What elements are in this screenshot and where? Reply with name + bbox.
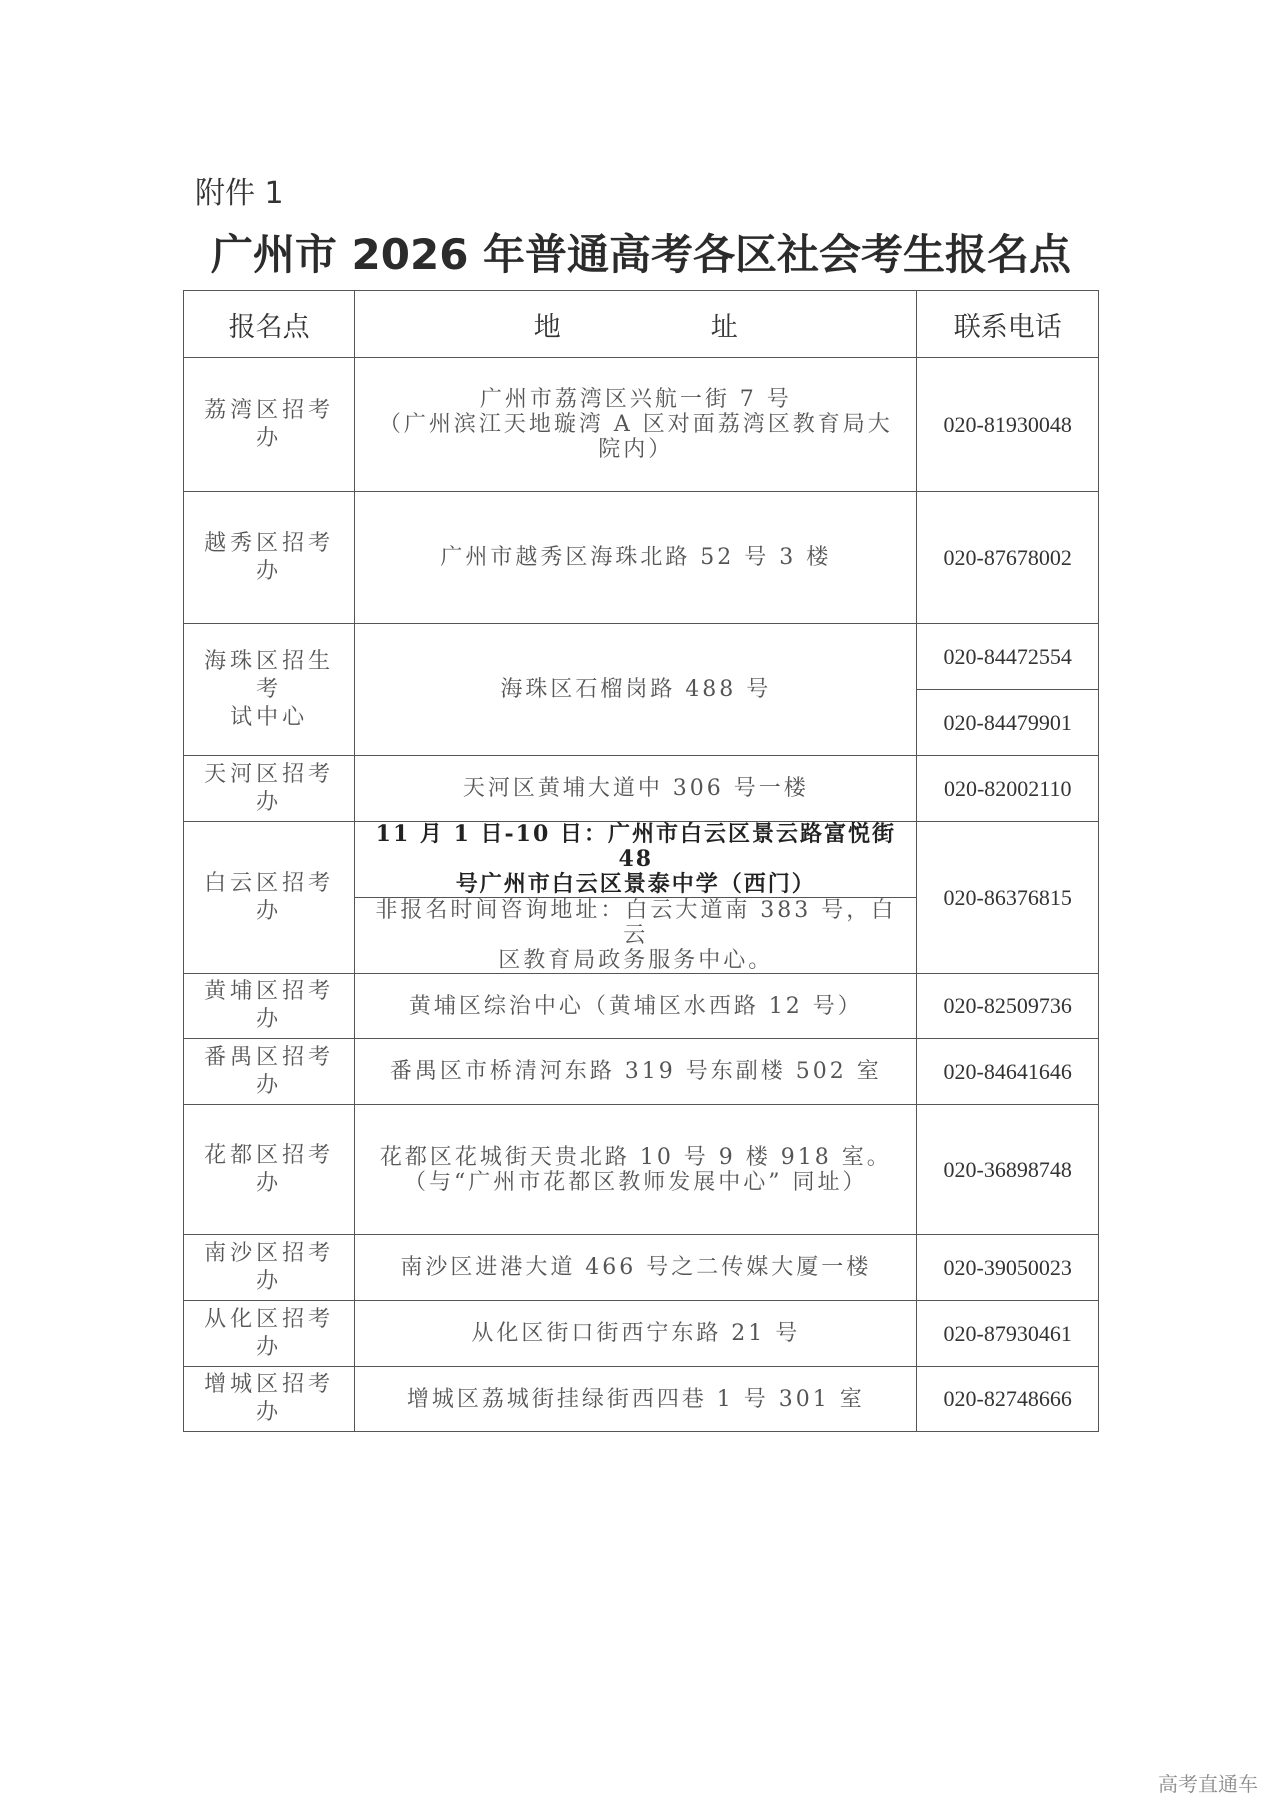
table-row (184, 756, 1099, 822)
office-phone: 020-87930461 (917, 1301, 1099, 1367)
office-address: 番禺区市桥清河东路 319 号东副楼 502 室 (355, 1039, 917, 1105)
header-address-left: 地 (533, 311, 561, 343)
office-phone: 020-84641646 (917, 1039, 1099, 1105)
office-phone: 020-81930048 (917, 358, 1099, 492)
office-name: 南沙区招考办 (184, 1235, 355, 1301)
document-title: 广州市 2026 年普通高考各区社会考生报名点 (210, 230, 1072, 279)
address-line: 广州市荔湾区兴航一街 7 号 (479, 387, 792, 412)
office-address-registration-period (355, 822, 917, 898)
office-name: 增城区招考办 (184, 1367, 355, 1432)
office-phone: 020-82002110 (917, 756, 1099, 822)
address-line: 号广州市白云区景泰中学（西门） (455, 871, 816, 897)
table-row (184, 358, 1099, 492)
office-name: 荔湾区招考办 (184, 358, 355, 492)
table-row (184, 492, 1099, 624)
header-phone: 联系电话 (917, 291, 1099, 358)
address-line: 非报名时间咨询地址：白云大道南 383 号，白云 (375, 898, 897, 948)
office-phone: 020-82509736 (917, 974, 1099, 1039)
table-row (184, 1301, 1099, 1367)
office-address: 天河区黄埔大道中 306 号一楼 (355, 756, 917, 822)
office-address (355, 358, 917, 492)
office-name (184, 624, 355, 756)
office-name: 天河区招考办 (184, 756, 355, 822)
table-row (184, 1105, 1099, 1235)
office-name: 越秀区招考办 (184, 492, 355, 624)
office-address-consultation (355, 898, 917, 974)
registration-points-table (183, 290, 1099, 1432)
office-name-line: 试中心 (230, 704, 309, 730)
office-phone: 020-84472554 (917, 624, 1099, 690)
header-name: 报名点 (184, 291, 355, 358)
office-address: 从化区街口街西宁东路 21 号 (355, 1301, 917, 1367)
office-phone: 020-39050023 (917, 1235, 1099, 1301)
office-phone: 020-82748666 (917, 1367, 1099, 1432)
address-line: （广州滨江天地璇湾 A 区对面荔湾区教育局大 (378, 412, 893, 437)
office-phone: 020-86376815 (917, 822, 1099, 974)
watermark-text: 高考直通车 (1158, 1772, 1258, 1796)
office-name: 花都区招考办 (184, 1105, 355, 1235)
table-row (184, 974, 1099, 1039)
table-row (184, 1367, 1099, 1432)
office-name-line: 海珠区招生考 (204, 648, 335, 702)
office-name: 白云区招考办 (184, 822, 355, 974)
address-line: （与“广州市花都区教师发展中心” 同址） (404, 1169, 868, 1195)
office-address: 南沙区进港大道 466 号之二传媒大厦一楼 (355, 1235, 917, 1301)
header-address-right: 址 (710, 311, 738, 343)
header-address (355, 291, 917, 358)
office-phone: 020-36898748 (917, 1105, 1099, 1235)
office-phone: 020-87678002 (917, 492, 1099, 624)
office-name: 从化区招考办 (184, 1301, 355, 1367)
office-address: 海珠区石榴岗路 488 号 (355, 624, 917, 756)
attachment-label: 附件 1 (195, 176, 284, 211)
office-address: 黄埔区综治中心（黄埔区水西路 12 号） (355, 974, 917, 1039)
table-row (184, 1235, 1099, 1301)
table-row (184, 1039, 1099, 1105)
address-line: 院内） (598, 437, 674, 462)
office-phone-secondary: 020-84479901 (917, 690, 1099, 756)
table-header-row (184, 291, 1099, 358)
office-address: 广州市越秀区海珠北路 52 号 3 楼 (355, 492, 917, 624)
address-line: 区教育局政务服务中心。 (498, 948, 774, 973)
table-row (184, 822, 1099, 898)
office-address (355, 1105, 917, 1235)
office-address: 增城区荔城街挂绿街西四巷 1 号 301 室 (355, 1367, 917, 1432)
table-row (184, 624, 1099, 690)
office-name: 番禺区招考办 (184, 1039, 355, 1105)
office-name: 黄埔区招考办 (184, 974, 355, 1039)
address-line: 花都区花城街天贵北路 10 号 9 楼 918 室。 (379, 1144, 892, 1170)
address-line: 11 月 1 日-10 日：广州市白云区景云路富悦街 48 (375, 821, 896, 872)
